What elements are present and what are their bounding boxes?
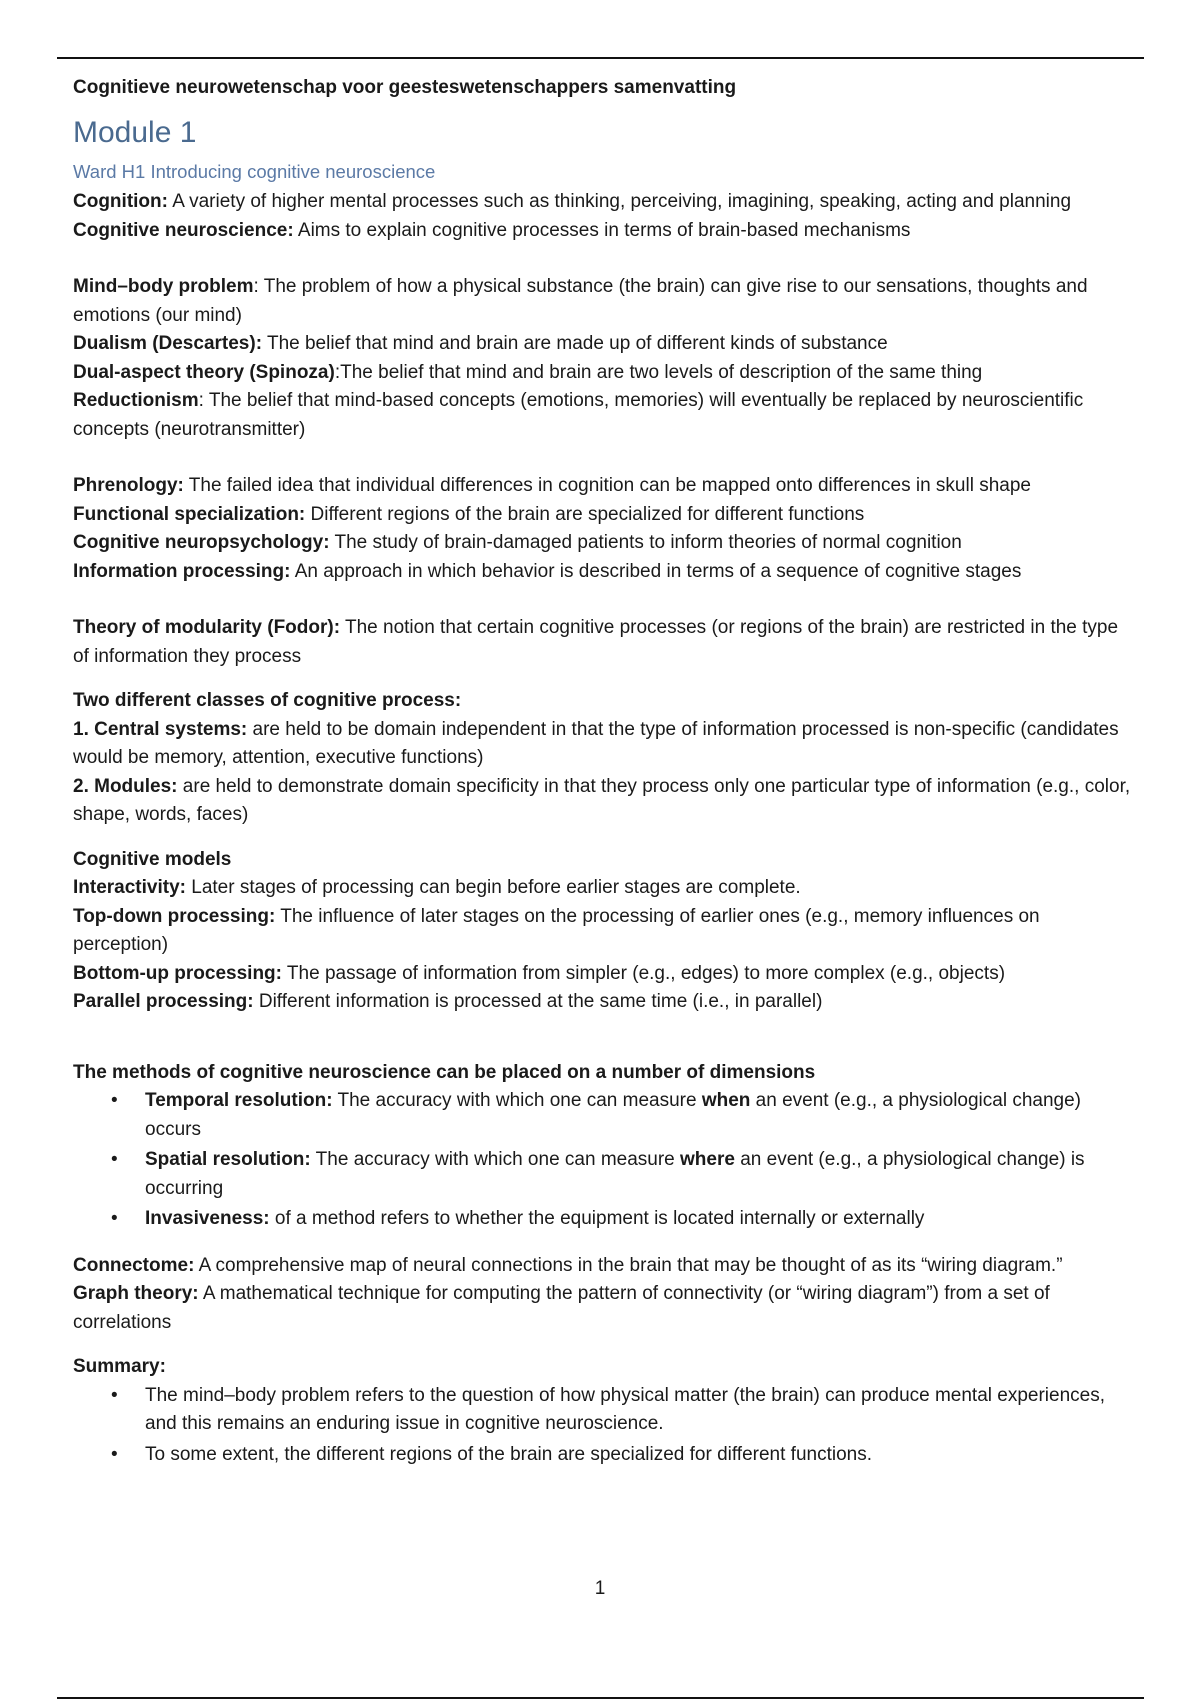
bottom-rule	[57, 1697, 1144, 1699]
definition-information-processing: Information processing: An approach in which behavior is described in terms of a sequence of cognitive stages	[73, 560, 1022, 582]
list-item: • The mind–body problem refers to the question of how physical matter (the brain) can produce mental experiences, and this remains an enduring issue in cognitive neuroscience.	[73, 1382, 1138, 1439]
bullet-icon: •	[111, 1384, 118, 1406]
class-central-systems: 1. Central systems: are held to be domain independent in that the type of information processed is non-specific (candidates would be memory, attention, executive functions)	[73, 718, 1119, 768]
bullet-icon: •	[111, 1208, 118, 1229]
methods-list	[73, 1087, 1138, 1234]
class-modules: 2. Modules: are held to demonstrate domain specificity in that they process only one particular type of information (e.g., color, shape, words, faces)	[73, 775, 1131, 825]
summary-list	[73, 1382, 1138, 1470]
list-item: • Invasiveness: of a method refers to whether the equipment is located internally or externally	[73, 1205, 1138, 1234]
list-item: • Temporal resolution: The accuracy with which one can measure when an event (e.g., a physiological change) occurs	[73, 1087, 1138, 1144]
page-number: 1	[594, 1578, 606, 1599]
methods-heading: The methods of cognitive neuroscience can be placed on a number of dimensions	[73, 1061, 816, 1083]
definition-top-down-processing: Top-down processing: The influence of later stages on the processing of earlier ones (e.g., memory influences on perception)	[73, 905, 1040, 955]
definition-graph-theory: Graph theory: A mathematical technique for computing the pattern of connectivity (or “wiring diagram”) from a set of correlations	[73, 1283, 1050, 1333]
definition-functional-specialization: Functional specialization: Different regions of the brain are specialized for different functions	[73, 503, 865, 525]
summary-heading: Summary:	[73, 1356, 166, 1377]
definition-cognitive-neuropsychology: Cognitive neuropsychology: The study of brain-damaged patients to inform theories of normal cognition	[73, 532, 962, 553]
definition-phrenology: Phrenology: The failed idea that individual differences in cognition can be mapped onto differences in skull shape	[73, 475, 1031, 496]
definition-dualism: Dualism (Descartes): The belief that mind and brain are made up of different kinds of substance	[73, 333, 888, 354]
definition-mind-body-problem: Mind–body problem: The problem of how a physical substance (the brain) can give rise to our sensations, thoughts and emotions (our mind)	[73, 276, 1088, 326]
classes-heading: Two different classes of cognitive process:	[73, 690, 462, 711]
module-heading: Module 1	[73, 116, 197, 149]
list-item: • Spatial resolution: The accuracy with which one can measure where an event (e.g., a physiological change) is occurring	[73, 1146, 1138, 1203]
definition-cognitive-neuroscience: Cognitive neuroscience: Aims to explain cognitive processes in terms of brain-based mechanisms	[73, 219, 911, 241]
definition-reductionism: Reductionism: The belief that mind-based concepts (emotions, memories) will eventually be replaced by neuroscientific concepts (neurotransmitter)	[73, 390, 1084, 440]
definition-interactivity: Interactivity: Later stages of processing can begin before earlier stages are complete.	[73, 877, 801, 898]
models-heading: Cognitive models	[73, 848, 232, 870]
bullet-icon: •	[111, 1443, 118, 1465]
list-item: • To some extent, the different regions of the brain are specialized for different functions.	[73, 1441, 1138, 1470]
bullet-icon: •	[111, 1090, 118, 1111]
definition-parallel-processing: Parallel processing: Different information is processed at the same time (i.e., in parallel)	[73, 991, 823, 1012]
page-body	[73, 76, 1138, 1471]
definition-dual-aspect-theory: Dual-aspect theory (Spinoza):The belief that mind and brain are two levels of description of the same thing	[73, 361, 983, 383]
definition-cognition: Cognition: A variety of higher mental processes such as thinking, perceiving, imagining, speaking, acting and planning	[73, 191, 1072, 212]
definition-modularity: Theory of modularity (Fodor): The notion that certain cognitive processes (or regions of the brain) are restricted in the type of information they process	[73, 617, 1119, 667]
definition-connectome: Connectome: A comprehensive map of neural connections in the brain that may be thought of as its “wiring diagram.”	[73, 1254, 1063, 1276]
top-rule	[57, 57, 1144, 59]
definition-bottom-up-processing: Bottom-up processing: The passage of information from simpler (e.g., edges) to more complex (e.g., objects)	[73, 962, 1006, 984]
bullet-icon: •	[111, 1149, 118, 1170]
section-heading: Ward H1 Introducing cognitive neuroscience	[73, 161, 436, 182]
document-title: Cognitieve neurowetenschap voor geesteswetenschappers samenvatting	[73, 77, 737, 98]
